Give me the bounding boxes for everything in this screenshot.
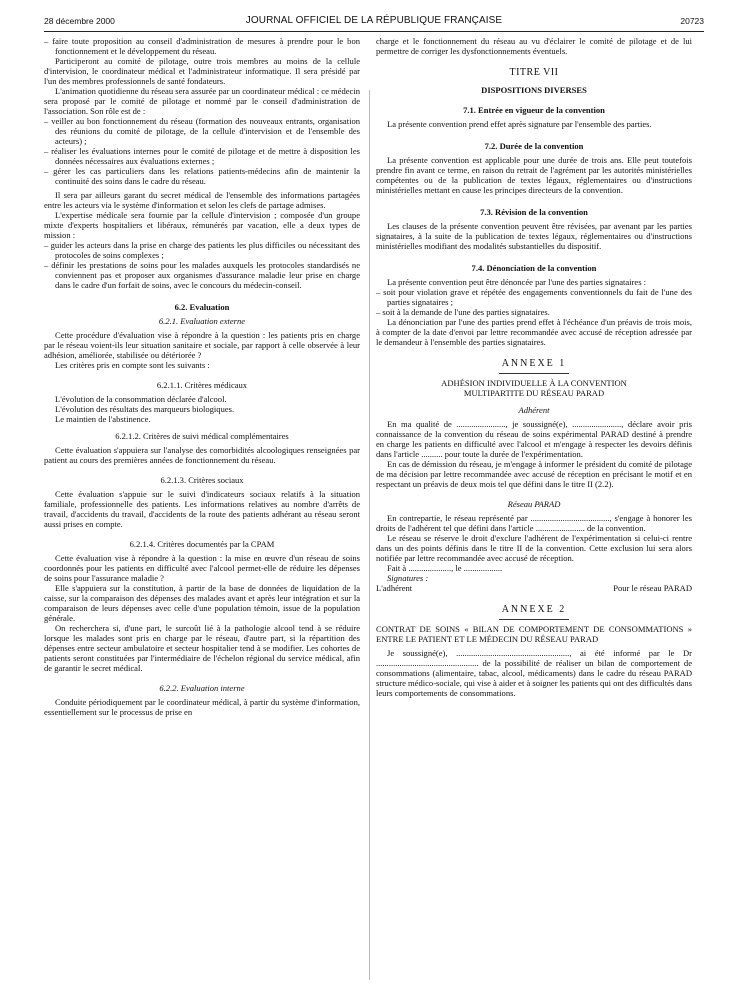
paragraph: Le réseau se réserve le droit d'exclure l'adhérent de l'expérimentation si celui-ci rentre dans un des points définis dans le titre II de la convention. Cette exclusion lui sera alors notifiée par lettre recommandée avec accusé de réception. xyxy=(376,533,692,563)
subsection-heading: 6.2.2. Evaluation interne xyxy=(159,683,245,693)
bullet-item: – réaliser les évaluations internes pour le comité de pilotage et de mettre à disposition les données nécessaires aux évaluations externes ; xyxy=(44,146,360,166)
paragraph: La présente convention est applicable pour une durée de trois ans. Elle peut toutefois prendre fin avant ce terme, en raison du retrait de l'agrément par les autorités ministérielles compétentes ou de la publication de textes légaux, réglementaires ou d'instructions ministérielles mettant en cause les principes directeurs de la convention. xyxy=(376,155,692,195)
paragraph: La présente convention prend effet après signature par l'ensemble des parties. xyxy=(387,119,652,129)
subsection-heading: Réseau PARAD xyxy=(507,499,561,509)
subsection-heading: 6.2.1.1. Critères médicaux xyxy=(156,380,248,390)
paragraph: L'expertise médicale sera fournie par la cellule d'intervision ; composée d'un groupe mixte d'experts hospitaliers et libéraux, rémunérés par vacation, elle a deux types de mission : xyxy=(44,210,360,240)
section-heading: 7.1. Entrée en vigueur de la convention xyxy=(463,105,605,115)
section-heading: 7.3. Révision de la convention xyxy=(480,207,588,217)
signature-reseau: Pour le réseau PARAD xyxy=(613,583,692,593)
signature-adherent: L'adhérent xyxy=(376,583,413,593)
paragraph: La dénonciation par l'une des parties prend effet à l'échéance d'un préavis de trois mois, à compter de la date d'envoi par lettre recommandée avec accusé de réception adressée par le demandeur à l'ensemble des parties signataires. xyxy=(376,317,692,347)
bullet-item: – guider les acteurs dans la prise en charge des patients les plus difficiles ou nécessitant des protocoles de soins complexes ; xyxy=(44,240,360,260)
signatures-label: Signatures : xyxy=(387,573,429,583)
paragraph: L'animation quotidienne du réseau sera assurée par un coordinateur médical : ce médecin sera proposé par le comité de pilotage et nommé par le conseil d'administration de l'association. Son rôle est de : xyxy=(44,86,360,116)
header-journal-title: JOURNAL OFFICIEL DE LA RÉPUBLIQUE FRANÇAISE xyxy=(245,15,503,26)
annex-heading: ANNEXE 2 xyxy=(501,604,567,615)
subsection-heading: 6.2.1.3. Critères sociaux xyxy=(160,475,244,485)
paragraph: En ma qualité de ......................., je soussigné(e), ......................., déclare avoir pris connaissance de la convention du réseau de soins expérimental PARAD destiné à prendre en charge les patients en difficulté avec l'alcool et m'engage à respecter les devoirs définis dans l'article .......... pour toute la durée de l'expérimentation. xyxy=(376,419,692,459)
annex-title: CONTRAT DE SOINS « BILAN DE COMPORTEMENT DE CONSOMMATIONS » ENTRE LE PATIENT ET LE MÉDECIN DU RÉSEAU PARAD xyxy=(376,624,692,644)
header-page-number: 20723 xyxy=(680,16,704,26)
annex-title: MULTIPARTITE DU RÉSEAU PARAD xyxy=(463,388,605,398)
bullet-item: – veiller au bon fonctionnement du réseau (formation des nouveaux entrants, organisation des réunions du comité de pilotage, de la cellule d'intervision et de l'ensemble des acteurs) ; xyxy=(44,116,360,146)
annex-rule xyxy=(499,619,569,620)
paragraph: Le maintien de l'abstinence. xyxy=(55,414,151,424)
bullet-item: – soit à la demande de l'une des parties signataires. xyxy=(376,307,550,317)
paragraph: En cas de démission du réseau, je m'engage à informer le président du comité de pilotage de ma décision par lettre recommandée avec accusé de réception en précisant le motif et en respectant un préavis de deux mois tel que défini dans le titre II (2.2). xyxy=(376,459,692,489)
paragraph: Cette évaluation s'appuiera sur l'analyse des comorbidités alcoologiques renseignées par patient au cours des premières années de fonctionnement du réseau. xyxy=(44,445,360,465)
section-heading: 6.2. Evaluation xyxy=(174,302,230,312)
subsection-heading: 6.2.1.4. Critères documentés par la CPAM xyxy=(129,539,275,549)
bullet-item: – définir les prestations de soins pour les malades auxquels les protocoles standardisés ne conviennent pas et proposer aux organismes d'assurance maladie leur prise en charge dans le cadre d'un forfait de soins, avec le concours du médecin-conseil. xyxy=(44,260,360,290)
section-heading: 7.4. Dénonciation de la convention xyxy=(471,263,597,273)
right-column xyxy=(376,36,692,698)
paragraph: Cette évaluation s'appuie sur le suivi d'indicateurs sociaux relatifs à la situation familiale, professionnelle des patients. Les informations relatives au nombre d'arrêts de travail, d'accidents du travail, d'accidents de la route des patients adhérant au réseau seront aussi prises en compte. xyxy=(44,489,360,529)
left-column xyxy=(44,36,360,717)
header-rule xyxy=(44,31,704,32)
subsection-heading: 6.2.1.2. Critères de suivi médical complémentaires xyxy=(115,431,289,441)
bullet-item: – gérer les cas particuliers dans les relations patients-médecins afin de maintenir la continuité des soins dans le cadre du réseau. xyxy=(44,166,360,186)
bullet-item: – soit pour violation grave et répétée des engagements conventionnels du fait de l'une des parties signataires ; xyxy=(376,287,692,307)
paragraph: Cette évaluation vise à répondre à la question : la mise en œuvre d'un réseau de soins coordonnés pour les patients en difficulté avec l'alcool permet-elle de réduire les dépenses de soins pour l'assurance maladie ? xyxy=(44,553,360,583)
page-header xyxy=(0,0,748,32)
paragraph: Cette procédure d'évaluation vise à répondre à la question : les patients pris en charge par le réseau voient-ils leur situation sanitaire et sociale, par rapport à celle observée à leur adhésion, améliorée, stabilisée ou détériorée ? xyxy=(44,330,360,360)
signature-place-date: Fait à ...................., le .................. xyxy=(387,563,503,573)
paragraph: Les clauses de la présente convention peuvent être révisées, par avenant par les parties signataires, à la suite de la publication de textes légaux, réglementaires ou d'instructions ministérielles modifiant des modalités substantielles du dispositif. xyxy=(376,221,692,251)
subsection-heading: Adhérent xyxy=(518,405,550,415)
paragraph: La présente convention peut être dénoncée par l'une des parties signataires : xyxy=(387,277,647,287)
paragraph: Les critères pris en compte sont les suivants : xyxy=(55,360,210,370)
paragraph: Participeront au comité de pilotage, outre trois membres au moins de la cellule d'intervision, le coordinateur médical et l'administrateur informatique. Il sera présidé par l'un des membres professionnels de santé fondateurs. xyxy=(44,56,360,86)
title-heading: TITRE VII xyxy=(509,67,559,78)
title-subheading: DISPOSITIONS DIVERSES xyxy=(481,85,587,95)
paragraph: On recherchera si, d'une part, le surcoût lié à la pathologie alcool tend à se réduire lorsque les malades sont pris en charge par le réseau, d'autre part, si la répartition des dépenses entre secteur ambulatoire et secteur hospitalier tend à se modifier. Les cohortes de patients seront constituées par l'intermédiaire de l'échelon régional du service médical, afin de garantir le secret médical. xyxy=(44,623,360,673)
paragraph: Je soussigné(e), ....................................................., ai été informé par le Dr ................................................ de la possibilité de réaliser un bilan de comportement de consommations (alimentaire, tabac, alcool, médicaments) dans le cadre du réseau PARAD structure médico-sociale, qui vise à aider et à soigner les patients qui ont des difficultés dans leurs comportements de consommations. xyxy=(376,648,692,698)
subsection-heading: 6.2.1. Evaluation externe xyxy=(158,316,246,326)
signature-row xyxy=(376,583,692,593)
annex-rule xyxy=(499,373,569,374)
paragraph: Conduite périodiquement par le coordinateur médical, à partir du système d'information, essentiellement sur le processus de prise en xyxy=(44,697,360,717)
header-date: 28 décembre 2000 xyxy=(44,16,115,26)
section-heading: 7.2. Durée de la convention xyxy=(484,141,584,151)
bullet-item: – faire toute proposition au conseil d'administration de mesures à prendre pour le bon fonctionnement et le développement du réseau. xyxy=(44,36,360,56)
paragraph: charge et le fonctionnement du réseau au vu d'éclairer le comité de pilotage et de lui permettre de corriger les dysfonctionnements éventuels. xyxy=(376,36,692,56)
paragraph: L'évolution de la consommation déclarée d'alcool. xyxy=(55,394,227,404)
paragraph: L'évolution des résultats des marqueurs biologiques. xyxy=(55,404,235,414)
paragraph: En contrepartie, le réseau représenté par ....................................., s'engage à honorer les droits de l'adhérent tel que défini dans l'article ....................... de la convention. xyxy=(376,513,692,533)
paragraph: Il sera par ailleurs garant du secret médical de l'ensemble des informations partagées entre les acteurs via le système d'information et selon les clefs de partage admises. xyxy=(44,190,360,210)
paragraph: Elle s'appuiera sur la constitution, à partir de la base de données de liquidation de la caisse, sur la comparaison des dépenses des malades avant et après leur intégration et sur la comparaison de leurs dépenses avec celle d'une population témoin, issue de la population générale. xyxy=(44,583,360,623)
annex-heading: ANNEXE 1 xyxy=(501,358,567,369)
annex-title: ADHÉSION INDIVIDUELLE À LA CONVENTION xyxy=(441,378,627,388)
column-separator xyxy=(369,90,370,980)
